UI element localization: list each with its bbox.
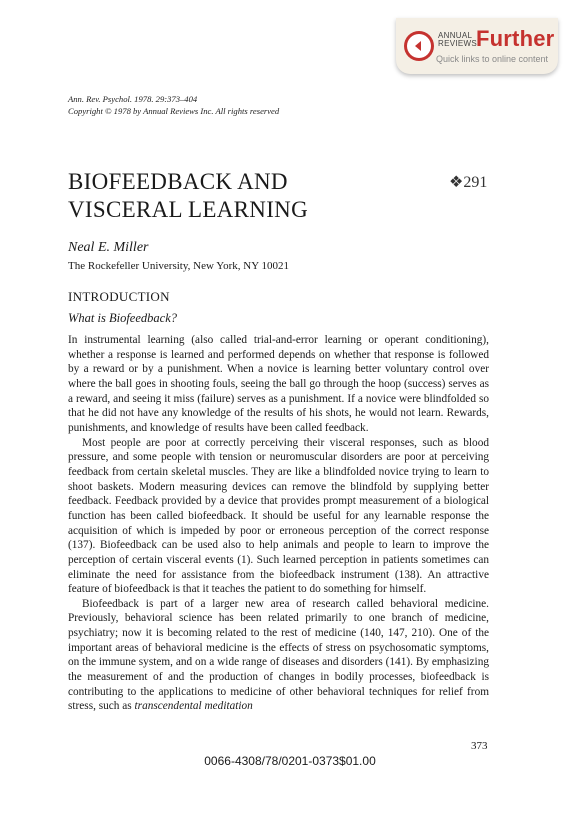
page-number: 373 <box>471 740 488 752</box>
author-affiliation: The Rockefeller University, New York, NY 10021 <box>68 260 289 272</box>
body-text <box>68 333 489 714</box>
italic-term: transcendental meditation <box>134 700 253 713</box>
citation <box>68 93 279 117</box>
paragraph: Most people are poor at correctly perceiving their visceral responses, such as blood pressure, and some people with tension or neuromuscular disorders are poor at perceiving feedback from certain skeletal muscles. They are like a blindfolded novice trying to learn to shoot baskets. Modern measuring devices can remove the blindfold by supplying better feedback. Feedback provided by a device that provides prompt measurement of a biological function has been called biofeedback. It should be useful for any learnable response the acquisition of which is impeded by poor or erroneous perception of the correct response (137). Biofeedback can be used also to help animals and people to learn to improve the perception of certain visceral events (1). Such learned perception in patients sometimes can eliminate the need for assistance from the biofeedback instrument (138). An attractive feature of biofeedback is that it teaches the patient to do something for himself. <box>68 436 489 596</box>
paragraph: In instrumental learning (also called trial-and-error learning or operant conditioning), whether a response is learned and performed depends on whether that response is followed by a reward or by a punishment. When a novice is learning better voluntary control over where the ball goes in shooting fouls, seeing the ball go through the hoop (success) serves as a reward, and seeing it miss (failure) serves as a punishment. If a novice were blindfolded so that he did not have any knowledge of the results of his shots, he would not learn. Rewards, punishments, and knowledge of results have been called feedback. <box>68 334 489 434</box>
paragraph <box>68 597 489 714</box>
subsection-heading: What is Biofeedback? <box>68 311 177 325</box>
further-title: Further <box>476 26 555 51</box>
doi-code: 0066-4308/78/0201-0373$01.00 <box>204 754 376 768</box>
article-title <box>68 168 308 224</box>
quick-links-text[interactable]: Quick links to online content <box>436 54 549 64</box>
section-heading: INTRODUCTION <box>68 289 170 304</box>
journal-citation: Ann. Rev. Psychol. 1978. 29:373–404 <box>68 94 198 104</box>
chapter-marker: ❖291 <box>449 174 488 191</box>
paragraph-text: Biofeedback is part of a larger new area of research called behavioral medicine. Previously, behavioral science has been related primarily to one branch of medicine, psychiatry; now it is becoming related to the rest of medicine (140, 147, 210). One of the important areas of behavioral medicine is the effects of stress on psychosomatic symptoms, on the immune system, and on a wide range of diseases and disorders (141). By emphasizing the measurement of and the production of changes in bodily processes, biofeedback is contributing to the applications to medicine of other behavioral techniques for relief from stress, such as <box>68 597 489 713</box>
title-line-1: BIOFEEDBACK AND <box>68 169 288 194</box>
further-logo-icon <box>404 31 434 61</box>
copyright-line: Copyright © 1978 by Annual Reviews Inc. All rights reserved <box>68 106 280 116</box>
further-badge[interactable] <box>396 18 558 74</box>
author-name: Neal E. Miller <box>68 240 149 255</box>
annual-reviews-label: ANNUAL REVIEWS <box>438 31 477 48</box>
title-line-2: VISCERAL LEARNING <box>68 197 308 222</box>
